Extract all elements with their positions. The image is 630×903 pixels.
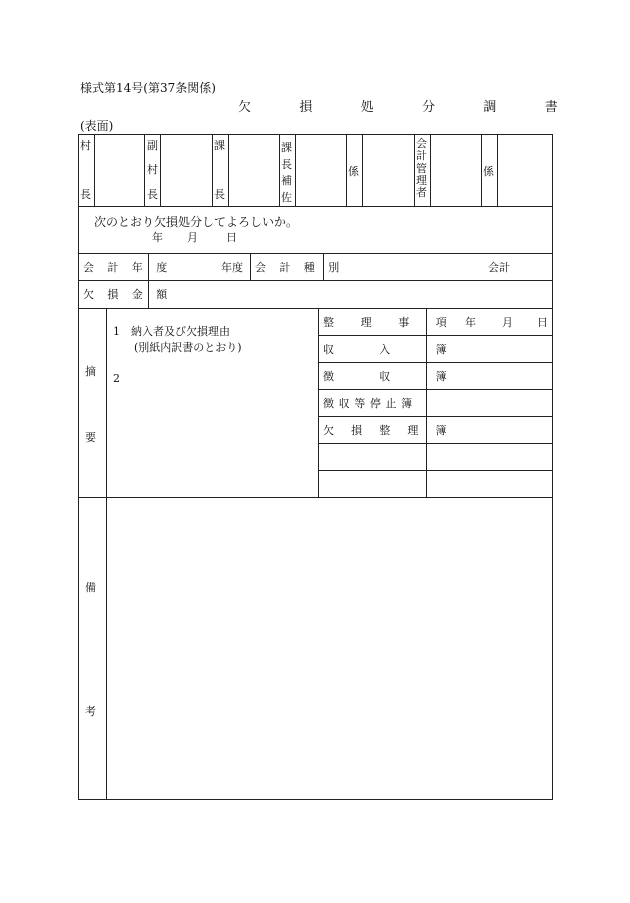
rule xyxy=(279,134,280,206)
rule xyxy=(78,134,79,800)
rule xyxy=(318,389,553,390)
summary-label-2: 要 xyxy=(85,431,96,444)
approval-label-staff-1: 係 xyxy=(348,165,359,178)
rule xyxy=(426,308,427,497)
rule xyxy=(346,134,347,206)
request-text: 次のとおり欠損処分してよろしいか。 xyxy=(94,215,299,229)
approval-label-deputy-3: 長 xyxy=(147,188,158,201)
rule xyxy=(78,308,553,309)
rule xyxy=(144,134,145,206)
rule xyxy=(318,362,553,363)
summary-item1-text: 納入者及び欠損理由 xyxy=(131,325,230,338)
summary-item1-number: 1 xyxy=(113,325,120,338)
ledger-header-label: 整 理 事 項 xyxy=(323,316,459,329)
rule xyxy=(552,134,553,800)
approval-label-section-chief-bottom: 長 xyxy=(214,188,225,201)
rule xyxy=(430,134,431,206)
approval-label-deputy-2: 村 xyxy=(147,163,158,176)
ledger-row-loss-book: 欠 損 整 理 簿 xyxy=(323,424,454,437)
summary-label-1: 摘 xyxy=(85,365,96,378)
approval-label-village-head-top: 村 xyxy=(80,139,91,152)
approval-label-deputy-1: 副 xyxy=(147,139,158,152)
remarks-label-1: 備 xyxy=(85,581,96,594)
rule xyxy=(160,134,161,206)
rule xyxy=(78,253,553,254)
rule xyxy=(318,335,553,336)
rule xyxy=(318,416,553,417)
rule xyxy=(78,799,553,800)
request-date-day: 日 xyxy=(226,231,237,244)
rule xyxy=(318,470,553,471)
approval-label-assistant-chief: 課 長 補 佐 xyxy=(281,141,292,204)
accounting-type-unit: 会計 xyxy=(488,261,510,274)
summary-item1-note: (別紙内訳書のとおり) xyxy=(134,341,242,354)
summary-item2-number: 2 xyxy=(113,372,120,385)
rule xyxy=(106,308,107,800)
rule xyxy=(295,134,296,206)
approval-label-staff-2: 係 xyxy=(483,165,494,178)
rule xyxy=(78,280,553,281)
rule xyxy=(78,497,553,498)
rule xyxy=(78,206,553,207)
approval-label-section-chief-top: 課 xyxy=(214,139,225,152)
rule xyxy=(318,308,319,497)
ledger-row-income-book: 収 入 簿 xyxy=(323,343,468,356)
request-date-month: 月 xyxy=(187,231,198,244)
request-date-year: 年 xyxy=(152,231,163,244)
rule xyxy=(94,134,95,206)
form-number: 様式第14号(第37条関係) xyxy=(80,81,216,95)
ledger-header-month: 月 xyxy=(502,316,513,329)
side-label: (表面) xyxy=(80,119,114,133)
ledger-row-suspension-book: 徴収等停止簿 xyxy=(323,397,417,410)
remarks-label-2: 考 xyxy=(85,705,96,718)
approval-label-village-head-bottom: 長 xyxy=(80,188,91,201)
ledger-header-day: 日 xyxy=(537,316,548,329)
ledger-header-year: 年 xyxy=(465,316,476,329)
approval-label-accounting-manager: 会 計 管 理 者 xyxy=(416,137,427,200)
accounting-type-label: 会 計 種 別 xyxy=(255,261,345,274)
rule xyxy=(481,134,482,206)
page-title: 欠 損 処 分 調 書 xyxy=(238,100,580,115)
rule xyxy=(250,253,251,280)
rule xyxy=(228,134,229,206)
rule xyxy=(212,134,213,206)
rule xyxy=(318,443,553,444)
accounting-year-label: 会 計 年 度 xyxy=(83,261,173,274)
accounting-year-unit: 年度 xyxy=(221,261,243,274)
rule xyxy=(362,134,363,206)
rule xyxy=(414,134,415,206)
loss-amount-label: 欠 損 金 額 xyxy=(83,288,173,301)
ledger-row-collection-book: 徴 収 簿 xyxy=(323,370,468,383)
rule xyxy=(497,134,498,206)
